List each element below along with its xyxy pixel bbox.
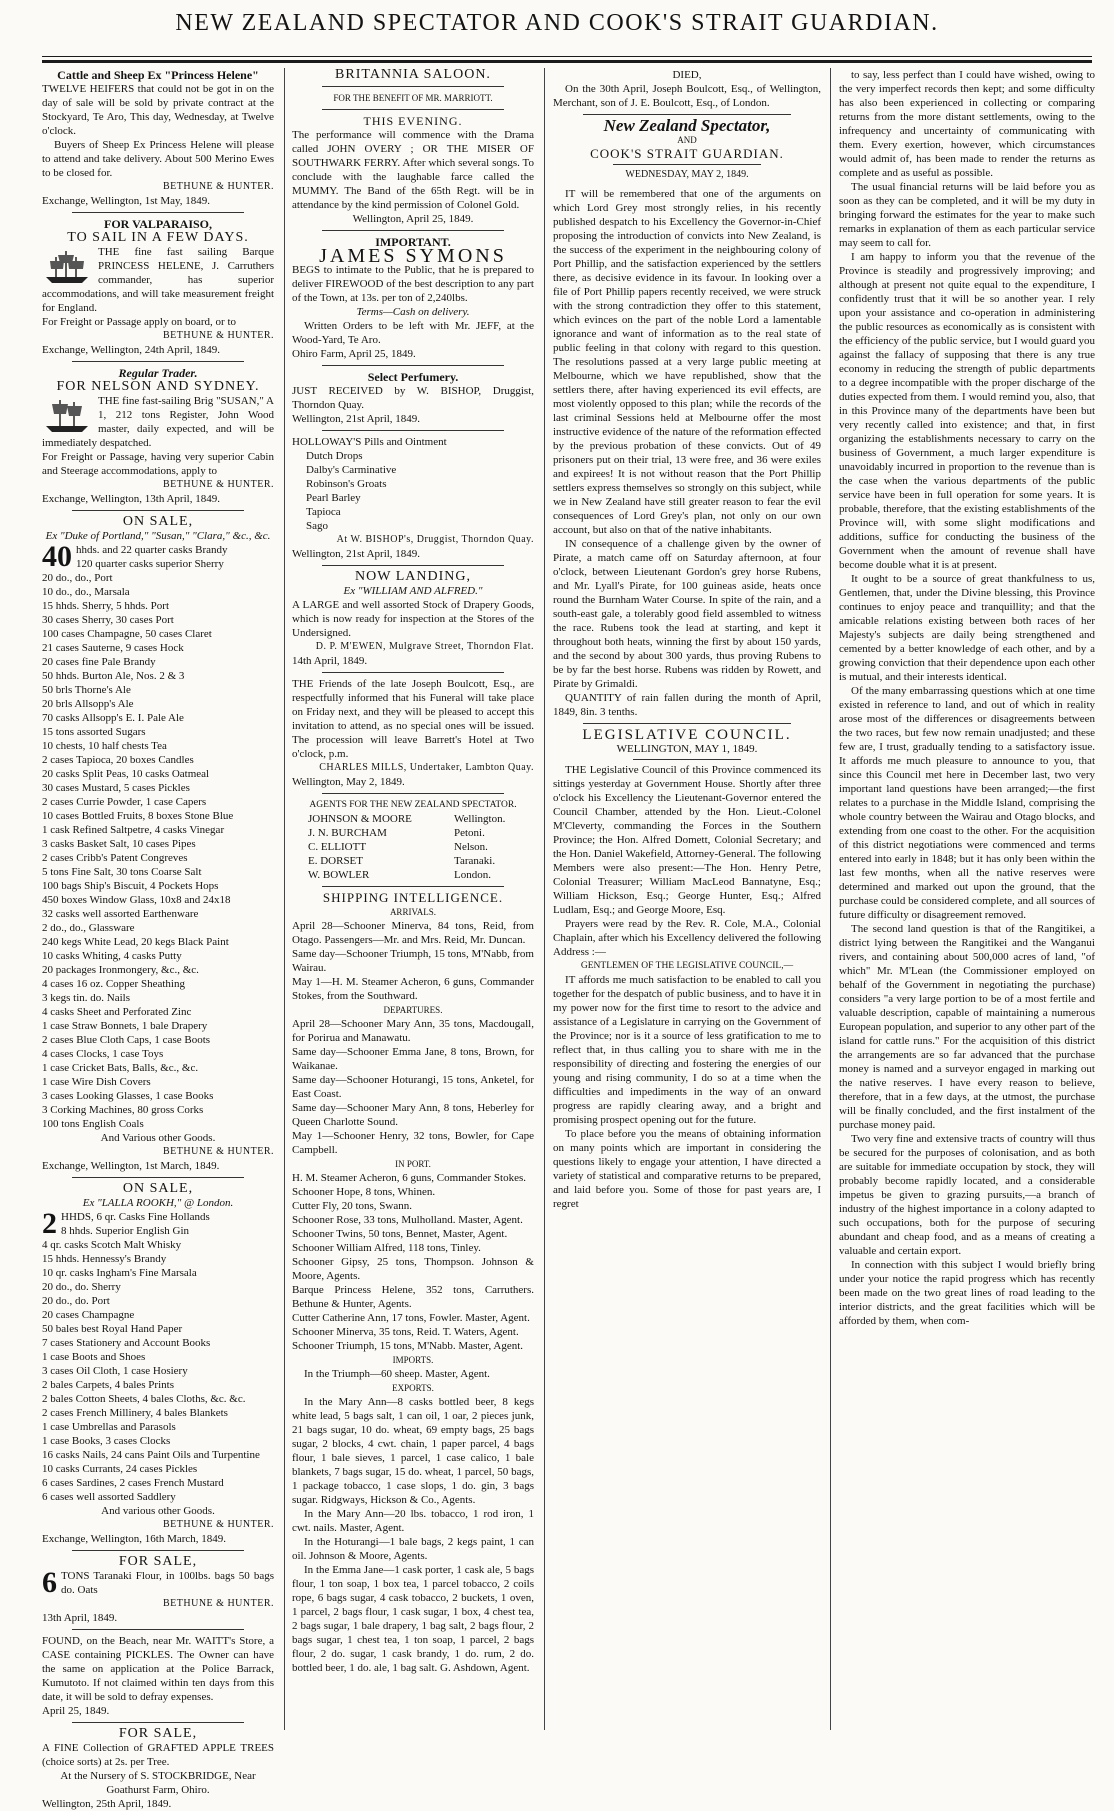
ad-date: April 25, 1849. <box>42 1705 110 1717</box>
ad-tail: And Various other Goods. <box>100 1132 216 1144</box>
ad-signature: BETHUNE & HUNTER. <box>163 330 274 341</box>
nameplate-and: AND <box>677 135 697 145</box>
agent-place: Wellington. <box>454 813 506 825</box>
divider <box>613 164 761 165</box>
ad-body: THE fine fast-sailing Brig "SUSAN," A 1, 212 tons Register, John Wood master, daily expected, and will be immediately despatched. <box>42 395 274 449</box>
list-item: HOLLOWAY'S Pills and Ointment <box>292 436 447 448</box>
council-date: WELLINGTON, MAY 1, 1849. <box>616 743 758 755</box>
divider <box>72 1177 244 1178</box>
list-item: 6 cases well assorted Saddlery <box>42 1491 176 1503</box>
list-item: 120 quarter casks superior Sherry <box>76 558 224 570</box>
ad-heading: IMPORTANT. <box>375 235 451 249</box>
divider <box>72 1629 244 1630</box>
ad-heading: ON SALE, <box>122 1181 194 1196</box>
column-divider <box>544 68 545 1730</box>
address-paragraph: Two very fine and extensive tracts of country will thus be secured for the purposes of colonisation, and as both are suitable for immediate occupation by stock, they will probably become rapidly located, and a considerable impetus be given to grazing pursuits,—a branch of industry of the highest importance in a colony adapted to such occupations, both for the purpose of securing abundant and cheap food, and as a means of creating a valuable and certain export. <box>839 1133 1095 1257</box>
ad-place-date: Exchange, Wellington, 13th April, 1849. <box>42 493 220 505</box>
list-item: 2 cases Blue Cloth Caps, 1 case Boots <box>42 1034 211 1046</box>
ad-body: BEGS to intimate to the Public, that he is prepared to deliver FIREWOOD of the best description to any part of the Town, at 13s. per ton of 2,240lbs. <box>292 264 534 304</box>
list-item: Robinson's Groats <box>306 478 387 490</box>
ad-body: Written Orders to be left with Mr. JEFF, at the Wood-Yard, Te Aro. <box>292 320 534 346</box>
shipping-entry: In the Mary Ann—8 casks bottled beer, 8 kegs white lead, 5 bags salt, 1 can oil, 1 oar, 2 pieces junk, 21 bags sugar, 10 do. wheat, 69 empty bags, 25 bags sugar, 2 blocks, 4 cwt. chain, 1 paper parcel, 4 bags flour, 1 bale sieves, 1 parcel, 1 case calico, 1 bale blankets, 7 bags sugar, 15 do. wheat, 1 parcel, 50 bags, 1 package tobacco, 1 case slops, 1 do. gin, 3 bags sugar. Ridgways, Hickson & Co., Agents. <box>292 1396 534 1506</box>
notice-date: Wellington, May 2, 1849. <box>292 776 405 788</box>
ship-icon <box>42 247 92 287</box>
list-item: 20 brls Allsopp's Ale <box>42 698 134 710</box>
ad-subheading: TO SAIL IN A FEW DAYS. <box>67 230 249 245</box>
address-paragraph: to say, less perfect than I could have wished, owing to the very imperfect records then kept; and some difficulty has also been experienced in collecting or comparing returns from the more distant settlements, owing to the infrequency and uncertainty of communicating with them. Every exertion, however, which circumstances would admit of, has been made to render the returns as complete and as useful as possible. <box>839 69 1095 179</box>
divider <box>72 510 244 511</box>
ad-body: For Freight or Passage, having very superior Cabin and Steerage accommodations, apply to <box>42 451 274 477</box>
goods-list <box>42 557 274 1131</box>
list-item: 2 cases Currie Powder, 1 case Capers <box>42 796 207 808</box>
list-item: 2 HHDS, 6 qr. Casks Fine Hollands <box>42 1207 210 1240</box>
departures-list <box>292 1017 534 1157</box>
shipping-entry: H. M. Steamer Acheron, 6 guns, Commander Stokes. <box>292 1172 527 1184</box>
agents-heading: AGENTS FOR THE NEW ZEALAND SPECTATOR. <box>309 800 517 810</box>
list-item: 50 hhds. Burton Ale, Nos. 2 & 3 <box>42 670 185 682</box>
shipping-entry: Cutter Fly, 20 tons, Swann. <box>292 1200 412 1212</box>
address-continued <box>839 68 1095 1328</box>
ad-body: For Freight or Passage apply on board, or to <box>42 316 236 328</box>
shipping-heading: SHIPPING INTELLIGENCE. <box>322 890 504 905</box>
council-body: THE Legislative Council of this Province commenced its sittings yesterday at Government House. Shortly after three o'clock his Excellency the Lieutenant-Governor entered the Council Chamber, attended by the Hon. Lieut.-Colonel M'Cleverty, commanding the Forces in the Southern Province; the Hon. Alfred Domett, Colonial Secretary; and the Hon. Daniel Wakefield, Attorney-General. The following Members were also present:—The Hon. Henry Petre, Colonial Treasurer; William MacLeod Bannatyne, Esq.; William Hickson, Esq.; George Hunter, Esq.; Alfred Ludlam, Esq.; and George Moore, Esq. <box>553 764 821 916</box>
editorial <box>553 187 821 719</box>
list-item: 1 case Umbrellas and Parasols <box>42 1421 176 1433</box>
ad-terms: Terms—Cash on delivery. <box>356 306 470 318</box>
list-item: 10 do., do., Marsala <box>42 586 130 598</box>
ad-subheading: FOR NELSON AND SYDNEY. <box>56 379 260 394</box>
shipping-subheading: ARRIVALS. <box>389 907 437 917</box>
ad-heading: Cattle and Sheep Ex "Princess Helene" <box>57 68 259 82</box>
ad-date: Wellington, 21st April, 1849. <box>292 413 421 425</box>
ad-body: 6 TONS Taranaki Flour, in 100lbs. bags 50 bags do. Oats <box>42 1566 274 1599</box>
list-item: 1 case Books, 3 cases Clocks <box>42 1435 171 1447</box>
divider <box>72 1550 244 1551</box>
list-item: 100 bags Ship's Biscuit, 4 Pockets Hops <box>42 880 219 892</box>
agent-place: Taranaki. <box>454 855 496 867</box>
divider <box>322 886 504 887</box>
ad-signature: D. P. M'EWEN, Mulgrave Street, Thorndon Flat. <box>315 641 534 652</box>
list-item: 10 qr. casks Ingham's Fine Marsala <box>42 1267 197 1279</box>
ad-signature: BETHUNE & HUNTER. <box>163 181 274 192</box>
list-item: 2 cases French Millinery, 4 bales Blankets <box>42 1407 228 1419</box>
address-paragraph: IT affords me much satisfaction to be enabled to call you together for the despatch of public business, and to have it in my power now for the first time to resort to the advice and assistance of a Legislature in carrying on the Government of the Province; nor is it a source of less gratification to me to reflect that, in thus calling you to share with me in the responsibility of directing and fostering the energies of our young and rising community, I do so at a time when the difficulties and impediments in the way of an onward progress are rapidly clearing away, and a bright and promising prospect opening out for the future. <box>553 974 821 1126</box>
agent-place: Petoni. <box>454 827 485 839</box>
list-item: 450 boxes Window Glass, 10x8 and 24x18 <box>42 894 231 906</box>
masthead-rule-top <box>42 56 1092 57</box>
agent-name: JOHNSON & MOORE <box>308 813 412 825</box>
agent-place: London. <box>454 869 491 881</box>
divider <box>322 793 504 794</box>
notice-body: THE Friends of the late Joseph Boulcott, Esq., are respectfully informed that his Funeral will take place on Friday next, and they will be pleased to accept this invitation to attend, as no special ones will be issued. The procession will leave Barrett's Hotel at Two o'clock, p.m. <box>292 678 534 760</box>
divider <box>633 759 741 760</box>
agent-name: C. ELLIOTT <box>308 841 367 853</box>
list-item: Dalby's Carminative <box>306 464 397 476</box>
list-item: 10 cases Bottled Fruits, 8 boxes Stone Blue <box>42 810 234 822</box>
agent-name: E. DORSET <box>308 855 363 867</box>
list-item: 40 hhds. and 22 quarter casks Brandy <box>42 540 228 573</box>
list-item: 4 qr. casks Scotch Malt Whisky <box>42 1239 182 1251</box>
ad-date: 14th April, 1849. <box>292 655 368 667</box>
agent-name: J. N. BURCHAM <box>308 827 387 839</box>
died-heading: DIED, <box>672 69 702 81</box>
issue-date: WEDNESDAY, MAY 2, 1849. <box>625 169 749 180</box>
goods-list <box>292 449 534 533</box>
agent-row <box>308 868 534 882</box>
column-4 <box>839 68 1095 1730</box>
divider <box>322 109 504 110</box>
list-item: Tapioca <box>306 506 341 518</box>
address-paragraph: In connection with this subject I would briefly bring under your notice the rapid progress which has recently been made on the two great lines of road leading to the interior districts, and the great facilities which will be afforded by them, when com- <box>839 1259 1095 1327</box>
ad-body: The performance will commence with the Drama called JOHN OVERY ; OR THE MISER OF SOUTHWARK FERRY. After which several songs. To conclude with the laughable farce called the MUMMY. The Band of the 65th Regt. will be in attendance by the kind permission of Colonel Gold. <box>292 129 534 211</box>
list-item: Dutch Drops <box>306 450 363 462</box>
shipping-entry: Cutter Catherine Ann, 17 tons, Fowler. Master, Agent. <box>292 1312 530 1324</box>
shipping-subheading: IN PORT. <box>395 1159 431 1169</box>
ad-heading: Regular Trader. <box>118 366 198 380</box>
shipping-entry: Schooner Rose, 33 tons, Mulholland. Master, Agent. <box>292 1214 523 1226</box>
ad-signature: BETHUNE & HUNTER. <box>163 479 274 490</box>
ad-place-date: Exchange, Wellington, 1st May, 1849. <box>42 195 211 207</box>
address-body <box>553 973 821 1211</box>
ad-heading: Select Perfumery. <box>367 370 459 384</box>
agent-row <box>308 826 534 840</box>
divider <box>72 361 244 362</box>
ad-subheading: THIS EVENING. <box>363 114 463 128</box>
list-item: 6 cases Sardines, 2 cases French Mustard <box>42 1477 224 1489</box>
ad-date: Wellington, April 25, 1849. <box>352 213 474 225</box>
list-item: 2 cases Tapioca, 20 boxes Candles <box>42 754 194 766</box>
list-item: 15 tons assorted Sugars <box>42 726 146 738</box>
editorial-paragraph: IT will be remembered that one of the arguments on which Lord Grey most strongly relies, in his recently published despatch to his Excellency the Governor-in-Chief proposing the introduction of convicts into New Zealand, is the success of the experiment in the neighbouring colony of Port Phillip, and the satisfaction experienced by the settlers there, as decisive evidence in its favour. In looking over a file of Port Phillip papers recently received, we were struck with the strong contradiction they offer to this statement, which evinces on the part of the noble Lord a lamentable ignorance and want of information as to the real state of public feeling in that colony with regard to this question. The resolutions passed at a very large public meeting at Melbourne, which we have republished, show that the settlers there, after having experienced its evil effects, are most violently opposed to this plan; while the records of the last criminal Sessions held at Melbourne offer the most instructive evidence of the nature of the reformation effected by the previous probation of these convicts. Out of 49 prisoners put on their trial, 13 were free, and 36 were exiles and expirees! It is not without reason that the Port Phillip settlers express themselves so strongly on this subject, while we in New Zealand have still greater reason to fear the evil consequences of Lord Grey's plan, not only on our own account, but also on that of the native inhabitants. <box>553 188 821 536</box>
list-item: 32 casks well assorted Earthenware <box>42 908 199 920</box>
ad-date: Wellington, 21st April, 1849. <box>292 548 421 560</box>
masthead-rule-bottom <box>42 60 1092 63</box>
divider <box>322 365 504 366</box>
list-item: 20 cases Champagne <box>42 1309 135 1321</box>
council-prayers: Prayers were read by the Rev. R. Cole, M.A., Colonial Chaplain, after which his Excellency delivered the following Address :— <box>553 918 821 958</box>
list-item: 1 case Boots and Shoes <box>42 1351 146 1363</box>
ad-heading: BRITANNIA SALOON. <box>335 67 491 82</box>
list-item: 20 cases fine Pale Brandy <box>42 656 156 668</box>
exports-list <box>292 1395 534 1675</box>
list-item: 2 bales Carpets, 4 bales Prints <box>42 1379 174 1391</box>
shipping-entry: Same day—Schooner Triumph, 15 tons, M'Nabb, from Wairau. <box>292 948 534 974</box>
list-item: 20 packages Ironmongery, &c., &c. <box>42 964 199 976</box>
shipping-entry: Schooner Triumph, 15 tons, M'Nabb. Master, Agent. <box>292 1340 524 1352</box>
ad-heading: FOR SALE, <box>118 1554 198 1569</box>
list-item: 20 do., do. Port <box>42 1295 110 1307</box>
column-2 <box>292 68 534 1730</box>
list-item: 50 bales best Royal Hand Paper <box>42 1323 183 1335</box>
list-item: 16 casks Nails, 24 cans Paint Oils and Turpentine <box>42 1449 260 1461</box>
ad-heading: FOR VALPARAISO, <box>103 217 213 231</box>
ad-body: FOUND, on the Beach, near Mr. WAITT's Store, a CASE containing PICKLES. The Owner can have the same on application at the Police Barrack, Kumutoto. If not claimed within ten days from this date, it will be sold to defray expenses. <box>42 1635 274 1703</box>
shipping-subheading: DEPARTURES. <box>383 1005 443 1015</box>
list-item: 4 casks Sheet and Perforated Zinc <box>42 1006 192 1018</box>
address-paragraph: To place before you the means of obtaining information on many points which are important in considering the questions likely to engage your attention, I have directed a variety of statistical and comparative returns to be prepared, and laid before you. Some of those for past years are, I regret <box>553 1128 821 1210</box>
shipping-entry: Schooner Hope, 8 tons, Whinen. <box>292 1186 436 1198</box>
died-body: On the 30th April, Joseph Boulcott, Esq., of Wellington, Merchant, son of J. E. Boulcott, Esq., of London. <box>553 83 821 109</box>
list-item: 3 Corking Machines, 80 gross Corks <box>42 1104 204 1116</box>
divider <box>583 114 791 115</box>
ship-icon <box>42 396 92 436</box>
column-divider <box>830 68 831 1730</box>
agent-row <box>308 840 534 854</box>
column-divider <box>284 68 285 1730</box>
divider <box>322 672 504 673</box>
address-paragraph: It ought to be a source of great thankfulness to us, Gentlemen, that, under the Divine blessing, this Province continues to enjoy peace and tranquillity; and that the amicable relations existing between both races of her Majesty's subjects are daily being strengthened and cemented by a better knowledge of each other, and by a growing conviction that their dependence upon each other is mutual, and their interests identical. <box>839 573 1095 683</box>
list-item: Sago <box>306 520 328 532</box>
list-item: 20 do., do., Port <box>42 572 113 584</box>
shipping-entry: In the Emma Jane—1 cask porter, 1 cask ale, 5 bags flour, 1 ton soap, 1 box tea, 1 parcel tobacco, 2 coils rope, 6 bags sugar, 4 cask tobacco, 2 buckets, 1 oven, 1 parcel, 2 bags flour, 1 cask sugar, 1 box, 4 chest tea, 2 bags sugar, 1 bale drapery, 1 bag salt, 2 bags flour, 2 bags sugar, 1 chest tea, 1 ton soap, 1 parcel, 2 bags flour, 2 do. sugar, 1 cask brandy, 1 do. rum, 2 do. bottled beer, 1 do. ale, 1 bag salt. G. Ashdown, Agent. <box>292 1564 534 1674</box>
address-heading: GENTLEMEN OF THE LEGISLATIVE COUNCIL,— <box>580 961 794 971</box>
list-item: 100 tons English Coals <box>42 1118 144 1130</box>
list-item: 1 case Straw Bonnets, 1 bale Drapery <box>42 1020 208 1032</box>
list-item: 240 kegs White Lead, 20 kegs Black Paint <box>42 936 229 948</box>
ad-body: THE fine fast sailing Barque PRINCESS HELENE, J. Carruthers commander, has superior accommodations, and will take measurement freight for England. <box>42 246 274 314</box>
ad-signature: BETHUNE & HUNTER. <box>163 1598 274 1609</box>
ad-subheading: FOR THE BENEFIT OF MR. MARRIOTT. <box>333 93 493 103</box>
shipping-entry: May 1—H. M. Steamer Acheron, 6 guns, Commander Stokes, from the Southward. <box>292 976 534 1002</box>
list-item: 1 case Cricket Bats, Balls, &c., &c. <box>42 1062 199 1074</box>
ad-place-date: Exchange, Wellington, 24th April, 1849. <box>42 344 220 356</box>
ad-body: A FINE Collection of GRAFTED APPLE TREES (choice sorts) at 2s. per Tree. <box>42 1742 274 1768</box>
list-item: 20 casks Split Peas, 10 casks Oatmeal <box>42 768 210 780</box>
ad-body: At the Nursery of S. STOCKBRIDGE, Near Goathurst Farm, Ohiro. <box>60 1770 256 1796</box>
shipping-entry: In the Mary Ann—20 lbs. tobacco, 1 rod iron, 1 cwt. nails. Master, Agent. <box>292 1508 534 1534</box>
list-item: 3 casks Basket Salt, 10 cases Pipes <box>42 838 196 850</box>
list-item: 1 cask Refined Saltpetre, 4 casks Vinegar <box>42 824 225 836</box>
column-3 <box>553 68 821 1730</box>
shipping-subheading: IMPORTS. <box>392 1355 434 1365</box>
ad-heading: NOW LANDING, <box>355 569 471 584</box>
list-item: 50 brls Thorne's Ale <box>42 684 131 696</box>
agent-row <box>308 854 534 868</box>
list-item: 3 cases Oil Cloth, 1 case Hosiery <box>42 1365 188 1377</box>
agents-list <box>292 812 534 882</box>
divider <box>322 230 504 231</box>
shipping-entry: April 28—Schooner Mary Ann, 35 tons, Macdougall, for Porirua and Manawatu. <box>292 1018 534 1044</box>
masthead-title: NEW ZEALAND SPECTATOR AND COOK'S STRAIT GUARDIAN. <box>175 10 939 36</box>
inport-list <box>292 1171 534 1353</box>
editorial-paragraph: QUANTITY of rain fallen during the month of April, 1849, 8in. 3 tenths. <box>553 692 821 718</box>
shipping-subheading: EXPORTS. <box>392 1383 434 1393</box>
divider <box>322 565 504 566</box>
ad-place-date: Exchange, Wellington, 16th March, 1849. <box>42 1533 227 1545</box>
list-item: 15 hhds. Hennessy's Brandy <box>42 1253 167 1265</box>
shipping-entry: Same day—Schooner Mary Ann, 8 tons, Heberley for Queen Charlotte Sound. <box>292 1102 534 1128</box>
agent-row <box>308 812 534 826</box>
list-item: 70 casks Allsopp's E. I. Pale Ale <box>42 712 184 724</box>
divider <box>322 86 504 87</box>
ad-body: TWELVE HEIFERS that could not be got in on the day of sale will be sold by private contract at the Stockyard, Te Aro, This day, Wednesday, at Twelve o'clock. <box>42 83 274 137</box>
address-paragraph: The second land question is that of the Rangitikei, a district lying between the Rangitikei and the Wanganui rivers, and containing about 500,000 acres of land, "of which" Mr. M'Lean (the Commissioner employed on behalf of the Government in negotiating the purchase) considers "a very large portion to be of a most fertile and valuable description, capable of maintaining a numerous European population, and superior to any other part of the island for cattle runs." For the acquisition of this district the arrangements are so far advanced that the purchase money is named and a surveyor engaged in marking out the native reserves. I have every reason to believe, therefore, that in a few days, at the utmost, the purchase will be finally concluded, and the first instalment of the purchase money paid. <box>839 923 1095 1131</box>
ad-subheading: Ex "Duke of Portland," "Susan," "Clara," &c., &c. <box>45 530 271 542</box>
shipping-entry: Schooner Gipsy, 25 tons, Thompson. Johnson & Moore, Agents. <box>292 1256 534 1282</box>
list-item: 100 cases Champagne, 50 cases Claret <box>42 628 212 640</box>
ad-subheading: Ex "WILLIAM AND ALFRED." <box>343 585 483 597</box>
list-item: 4 cases Clocks, 1 case Toys <box>42 1048 164 1060</box>
list-item: 2 bales Cotton Sheets, 4 bales Cloths, &c. &c. <box>42 1393 246 1405</box>
list-item: 4 cases 16 oz. Copper Sheathing <box>42 978 185 990</box>
shipping-entry: April 28—Schooner Minerva, 84 tons, Reid, from Otago. Passengers—Mr. and Mrs. Reid, Mr. Duncan. <box>292 920 534 946</box>
shipping-entry: Schooner Minerva, 35 tons, Reid. T. Waters, Agent. <box>292 1326 519 1338</box>
shipping-entry: Same day—Schooner Emma Jane, 8 tons, Brown, for Waikanae. <box>292 1046 534 1072</box>
list-item: 2 cases Cribb's Patent Congreves <box>42 852 188 864</box>
shipping-entry: Same day—Schooner Hoturangi, 15 tons, Anketel, for East Coast. <box>292 1074 534 1100</box>
list-item: 15 hhds. Sherry, 5 hhds. Port <box>42 600 170 612</box>
notice-signature: CHARLES MILLS, Undertaker, Lambton Quay. <box>319 762 534 773</box>
list-item: 30 cases Sherry, 30 cases Port <box>42 614 174 626</box>
agent-place: Nelson. <box>454 841 488 853</box>
ad-heading: ON SALE, <box>122 514 194 529</box>
ad-tail: And various other Goods. <box>101 1505 215 1517</box>
drop-numeral: 40 <box>42 540 72 573</box>
ad-date: 13th April, 1849. <box>42 1612 118 1624</box>
divider <box>583 723 791 724</box>
list-item: 1 case Wire Dish Covers <box>42 1076 151 1088</box>
ad-body: JUST RECEIVED by W. BISHOP, Druggist, Thorndon Quay. <box>292 385 534 411</box>
list-item: Pearl Barley <box>306 492 361 504</box>
list-item: 20 do., do. Sherry <box>42 1281 121 1293</box>
nameplate-subtitle: COOK'S STRAIT GUARDIAN. <box>590 146 784 161</box>
shipping-entry: May 1—Schooner Henry, 32 tons, Bowler, for Cape Campbell. <box>292 1130 534 1156</box>
drop-numeral: 2 <box>42 1207 57 1240</box>
list-item: 30 cases Mustard, 5 cases Pickles <box>42 782 190 794</box>
ad-date: Ohiro Farm, April 25, 1849. <box>292 348 416 360</box>
ad-name: JAMES SYMONS <box>319 245 507 267</box>
nameplate-title: New Zealand Spectator, <box>603 116 771 135</box>
list-item: 3 cases Looking Glasses, 1 case Books <box>42 1090 214 1102</box>
list-item: 10 casks Currants, 24 cases Pickles <box>42 1463 198 1475</box>
divider <box>72 212 244 213</box>
imports-entry: In the Triumph—60 sheep. Master, Agent. <box>304 1368 490 1380</box>
agent-name: W. BOWLER <box>308 869 370 881</box>
shipping-entry: In the Hoturangi—1 bale bags, 2 kegs paint, 1 can oil. Johnson & Moore, Agents. <box>292 1536 534 1562</box>
address-paragraph: I am happy to inform you that the revenue of the Province is steadily and progressively improving; and although at present not quite equal to the expenditure, I confidently trust that it will be so another year. I rely upon your assistance and co-operation in administering the public resources as economically as is consistent with the efficiency of the public service, but I would guard you against the fallacy of supposing that there is any true economy in reducing the strength of public departments to a degree incompatible with the proper discharge of the duties expected from them. I would remind you, also, that in this Province many of the departments have been but very recently called into existence; and that, in first organizing the establishments necessary to carry on the business of Government, a much larger expenditure is unavoidably incurred in proportion to the revenue than is the case when the various departments of the public service have been in full operation for some years. It is probable, therefore, that the existing establishments of the Province will, with some slight modifications and additions, suffice for conducting the business of the Government when the amount of revenue shall have become double what it is at present. <box>839 251 1095 571</box>
ad-signature: BETHUNE & HUNTER. <box>163 1519 274 1530</box>
council-heading: LEGISLATIVE COUNCIL. <box>582 727 792 743</box>
shipping-entry: Schooner William Alfred, 118 tons, Tinley. <box>292 1242 481 1254</box>
column-1 <box>42 68 274 1810</box>
divider <box>322 430 504 431</box>
ad-date: Wellington, 25th April, 1849. <box>42 1798 172 1810</box>
shipping-entry: Barque Princess Helene, 352 tons, Carruthers. Bethune & Hunter, Agents. <box>292 1284 534 1310</box>
list-item: 2 do., do., Glassware <box>42 922 135 934</box>
address-paragraph: Of the many embarrassing questions which at one time existed in reference to land, and out of which in reality arose most of the differences or disagreements between the two races, but few now remain unadjusted; and these few are, I trust, gradually tending to a satisfactory issue. It affords me much pleasure to announce to you, that since this Council met here in December last, two very important land questions have been arranged;—the first relates to a purchase in the Middle Island, comprising the whole country between the Wairau and Otago blocks, and extending from one coast to the other. For the acquisition of this district negotiations were commenced and terms entered into early in 1848; but it has only been within the last few months, when all the native reserves were determined and marked out upon the ground, that the purchase could be considered complete, and all sources of future difficulty or disagreement removed. <box>839 685 1095 921</box>
ad-heading: FOR SALE, <box>118 1726 198 1741</box>
ad-place-date: Exchange, Wellington, 1st March, 1849. <box>42 1160 220 1172</box>
list-item: 5 tons Fine Salt, 30 tons Coarse Salt <box>42 866 202 878</box>
list-item: 8 hhds. Superior English Gin <box>61 1225 190 1237</box>
list-item: 10 chests, 10 half chests Tea <box>42 740 167 752</box>
editorial-paragraph: IN consequence of a challenge given by the owner of Pirate, a match came off on Saturday afternoon, at four o'clock, between Lieutenant Gordon's grey horse Rubens, and Mr. Lyall's Pirate, for 100 guineas aside, heats once round the Burnham Water Course. In spite of the rain, and a south-east gale, a tolerably good field assembled to witness the race. Rubens took the lead at starting, and kept it throughout both heats, winning the first by about 150 yards, and the second by about 300 yards, thus proving Rubens to be by far the best horse. Rubens was ridden by Rowett, and Pirate by Grimaldi. <box>553 538 821 690</box>
ad-signature: BETHUNE & HUNTER. <box>163 1146 274 1157</box>
shipping-entry: Schooner Twins, 50 tons, Bennet, Master, Agent. <box>292 1228 508 1240</box>
list-item: 10 casks Whiting, 4 casks Putty <box>42 950 182 962</box>
address-paragraph: The usual financial returns will be laid before you as soon as they can be completed, and it will be my duty in bringing forward the estimates for the year to make such remarks in explanation of them as each particular service may seem to call for. <box>839 181 1095 249</box>
divider <box>72 1722 244 1723</box>
arrivals-list <box>292 919 534 1003</box>
ad-subheading: Ex "LALLA ROOKH," @ London. <box>82 1197 234 1209</box>
list-item: 21 cases Sauterne, 9 cases Hock <box>42 642 184 654</box>
drop-numeral: 6 <box>42 1566 57 1599</box>
ad-signature: At W. BISHOP's, Druggist, Thorndon Quay. <box>336 534 534 545</box>
ad-body: Buyers of Sheep Ex Princess Helene will please to attend and take delivery. About 500 Merino Ewes to be closed for. <box>42 139 274 179</box>
ad-body: A LARGE and well assorted Stock of Drapery Goods, which is now ready for inspection at the Stores of the Undersigned. <box>292 599 534 639</box>
goods-list <box>42 1224 274 1504</box>
list-item: 7 cases Stationery and Account Books <box>42 1337 211 1349</box>
list-item: 3 kegs tin. do. Nails <box>42 992 130 1004</box>
